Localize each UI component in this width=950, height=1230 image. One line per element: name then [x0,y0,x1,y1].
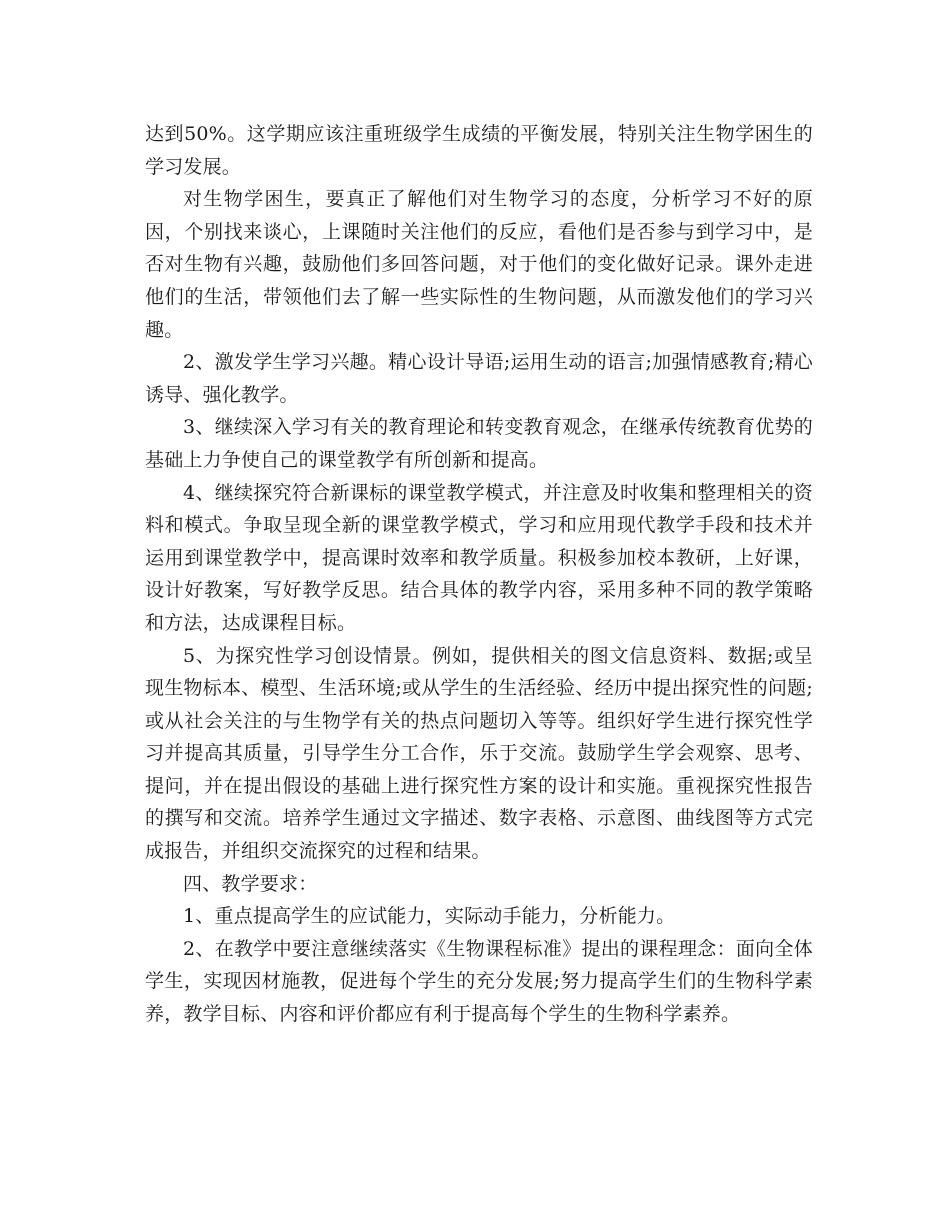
paragraph-item-5: 5、为探究性学习创设情景。例如，提供相关的图文信息资料、数据;或呈现生物标本、模型、生活环境;或从学生的生活经验、经历中提出探究性的问题;或从社会关注的与生物学有关的热点问题切入等等。组织好学生进行探究性学习并提高其质量，引导学生分工合作，乐于交流。鼓励学生学会观察、思考、提问，并在提出假设的基础上进行探究性方案的设计和实施。重视探究性报告的撰写和交流。培养学生通过文字描述、数字表格、示意图、曲线图等方式完成报告，并组织交流探究的过程和结果。 [145,644,813,863]
document-body [145,118,813,1031]
paragraph-item-4: 4、继续探究符合新课标的课堂教学模式，并注意及时收集和整理相关的资料和模式。争取呈现全新的课堂教学模式，学习和应用现代教学手段和技术并运用到课堂教学中，提高课时效率和教学质量。积极参加校本教研，上好课，设计好教案，写好教学反思。结合具体的教学内容，采用多种不同的教学策略和方法，达成课程目标。 [145,481,813,634]
paragraph-continuation: 达到50%。这学期应该注重班级学生成绩的平衡发展，特别关注生物学困生的学习发展。 [145,123,813,178]
paragraph-item-3: 3、继续深入学习有关的教育理论和转变教育观念，在继承传统教育优势的基础上力争使自己的课堂教学有所创新和提高。 [145,416,813,471]
requirement-item-1: 1、重点提高学生的应试能力，实际动手能力，分析能力。 [183,905,676,928]
paragraph-struggling-students: 对生物学困生，要真正了解他们对生物学习的态度，分析学习不好的原因，个别找来谈心，上课随时关注他们的反应，看他们是否参与到学习中，是否对生物有兴趣，鼓励他们多回答问题，对于他们的变化做好记录。课外走进他们的生活，带领他们去了解一些实际性的生物问题，从而激发他们的学习兴趣。 [145,188,813,341]
requirement-item-2: 2、在教学中要注意继续落实《生物课程标准》提出的课程理念：面向全体学生，实现因材施教，促进每个学生的充分发展;努力提高学生们的生物科学素养，教学目标、内容和评价都应有利于提高每个学生的生物科学素养。 [145,937,813,1026]
paragraph-item-2: 2、激发学生学习兴趣。精心设计导语;运用生动的语言;加强情感教育;精心诱导、强化教学。 [145,351,813,406]
section-heading-teaching-requirements: 四、教学要求： [183,872,318,895]
